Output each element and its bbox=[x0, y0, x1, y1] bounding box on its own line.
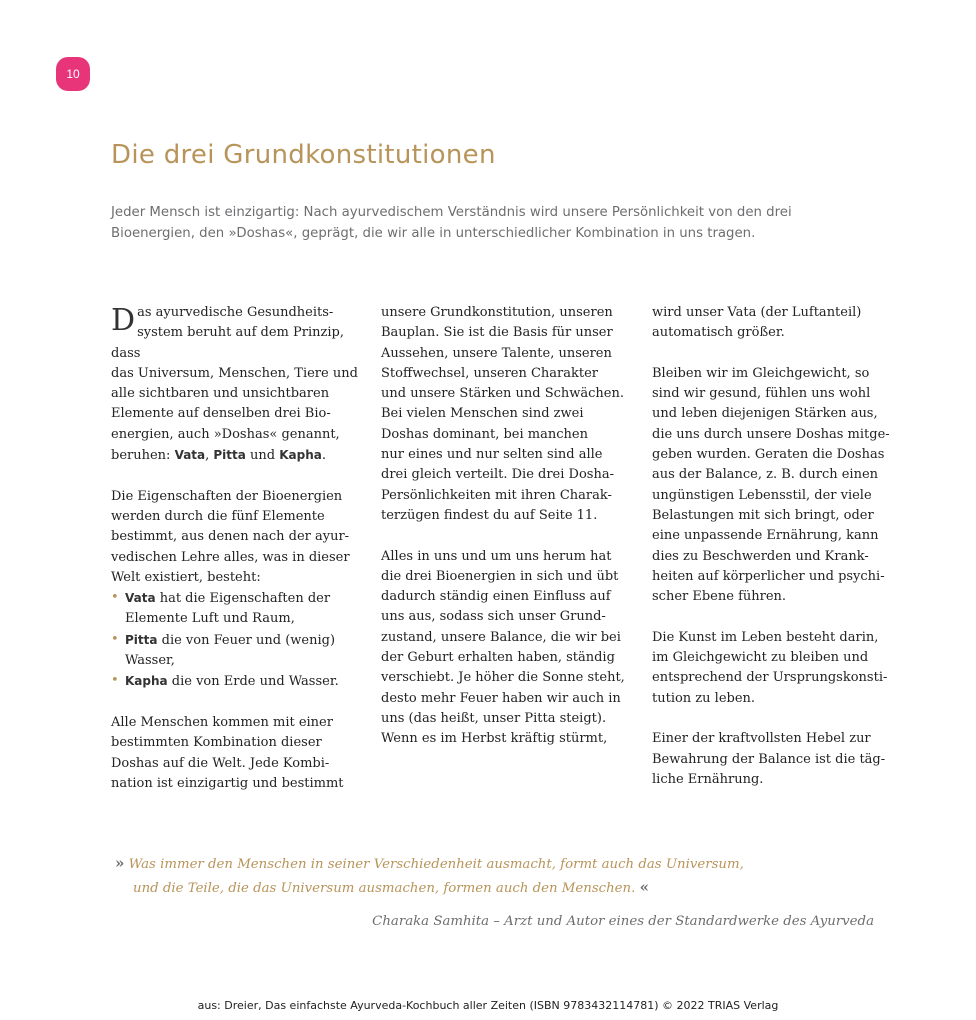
page-title: Die drei Grundkonstitutionen bbox=[111, 140, 496, 170]
text-line: Doshas auf die Welt. Jede Kombi- bbox=[111, 755, 330, 771]
text-line: Die Eigenschaften der Bioenergien bbox=[111, 488, 343, 504]
text-line: nation ist einzigartig und bestimmt bbox=[111, 775, 344, 791]
text-line: Stoffwechsel, unseren Charakter bbox=[381, 365, 599, 381]
intro-line: Jeder Mensch ist einzigartig: Nach ayurvedischem Verständnis wird unsere Persönlichkeit von den drei bbox=[111, 205, 792, 220]
pull-quote bbox=[115, 852, 835, 900]
list-item bbox=[111, 630, 371, 672]
bullet-icon: • bbox=[111, 673, 119, 689]
term-kapha: Kapha bbox=[125, 674, 168, 689]
bullet-icon: • bbox=[111, 631, 119, 647]
text-line: Wenn es im Herbst kräftig stürmt, bbox=[381, 731, 608, 747]
text-line: wird unser Vata (der Luftanteil) bbox=[652, 305, 862, 320]
text-line: sind wir gesund, fühlen uns wohl bbox=[652, 386, 871, 402]
term-pitta: Pitta bbox=[125, 632, 158, 647]
paragraph bbox=[111, 713, 371, 794]
quote-line: und die Teile, die das Universum ausmachen, formen auch den Menschen. bbox=[133, 881, 636, 896]
text-line: Einer der kraftvollsten Hebel zur bbox=[652, 731, 871, 747]
text-line: desto mehr Feuer haben wir auch in bbox=[381, 690, 621, 706]
paragraph bbox=[381, 303, 641, 526]
text-line: geben wurden. Geraten die Doshas bbox=[652, 447, 885, 463]
text-line: automatisch größer. bbox=[652, 325, 785, 341]
paragraph bbox=[652, 303, 912, 344]
text-line: Bei vielen Menschen sind zwei bbox=[381, 406, 584, 422]
drop-cap: D bbox=[111, 303, 136, 338]
text-fragment: die von Feuer und (wenig) bbox=[157, 632, 336, 648]
column-1 bbox=[111, 303, 371, 814]
text-line: Aussehen, unsere Talente, unseren bbox=[381, 345, 612, 361]
text-line: alle sichtbaren und unsichtbaren bbox=[111, 386, 330, 402]
term-kapha: Kapha bbox=[279, 448, 322, 463]
quote-line: Was immer den Menschen in seiner Verschiedenheit ausmacht, formt auch das Universum, bbox=[128, 857, 744, 872]
text-line: Doshas dominant, bei manchen bbox=[381, 426, 588, 442]
text-line: Die Kunst im Leben besteht darin, bbox=[652, 629, 879, 645]
text-fragment: hat die Eigenschaften der bbox=[155, 591, 331, 607]
text-line: energien, auch »Doshas« genannt, bbox=[111, 426, 340, 442]
page-number: 10 bbox=[66, 67, 80, 81]
text-line: der Geburt erhalten haben, ständig bbox=[381, 650, 615, 666]
text-line: bestimmten Kombination dieser bbox=[111, 735, 322, 751]
quote-close-mark: « bbox=[639, 878, 649, 896]
term-pitta: Pitta bbox=[213, 448, 246, 463]
text-line: werden durch die fünf Elemente bbox=[111, 508, 325, 524]
text-line: Alles in uns und um uns herum hat bbox=[381, 548, 612, 564]
text-line: tution zu leben. bbox=[652, 690, 756, 706]
term-vata: Vata bbox=[125, 591, 156, 606]
text-line: Persönlichkeiten mit ihren Charak- bbox=[381, 487, 612, 503]
text-fragment: und bbox=[245, 448, 280, 464]
quote-open-mark: » bbox=[115, 854, 125, 872]
paragraph bbox=[652, 628, 912, 709]
bullet-icon: • bbox=[111, 590, 119, 606]
text-line: zustand, unsere Balance, die wir bei bbox=[381, 629, 621, 645]
list-item bbox=[111, 671, 371, 692]
text-line: die drei Bioenergien in sich und übt bbox=[381, 568, 619, 584]
text-line: uns aus, sodass sich unser Grund- bbox=[381, 609, 606, 625]
text-line: bestimmt, aus denen nach der ayur- bbox=[111, 529, 350, 545]
text-line: system beruht auf dem Prinzip, dass bbox=[111, 325, 344, 361]
element-list bbox=[111, 588, 371, 692]
column-2 bbox=[381, 303, 641, 770]
text-line: Bewahrung der Balance ist die täg- bbox=[652, 751, 886, 767]
text-line: scher Ebene führen. bbox=[652, 589, 787, 605]
text-line: das Universum, Menschen, Tiere und bbox=[111, 365, 358, 381]
text-line: liche Ernährung. bbox=[652, 771, 764, 787]
text-line: unsere Grundkonstitution, unseren bbox=[381, 305, 613, 320]
text-fragment: die von Erde und Wasser. bbox=[167, 674, 339, 690]
text-line: und unsere Stärken und Schwächen. bbox=[381, 386, 625, 402]
text-line: vedischen Lehre alles, was in dieser bbox=[111, 549, 350, 565]
text-line: beruhen: bbox=[111, 448, 175, 464]
text-line: aus der Balance, z. B. durch einen bbox=[652, 467, 879, 483]
text-line: terzügen findest du auf Seite 11. bbox=[381, 507, 598, 523]
paragraph bbox=[652, 729, 912, 790]
quote-attribution: Charaka Samhita – Arzt und Autor eines der Standardwerke des Ayurveda bbox=[372, 914, 874, 929]
paragraph bbox=[111, 487, 371, 588]
term-vata: Vata bbox=[174, 448, 206, 463]
text-line: as ayurvedische Gesundheits- bbox=[137, 305, 334, 320]
text-line: nur eines und nur selten sind alle bbox=[381, 447, 603, 463]
text-line: dies zu Beschwerden und Krank- bbox=[652, 548, 869, 564]
column-3 bbox=[652, 303, 912, 810]
text-fragment: . bbox=[321, 448, 326, 464]
page-number-badge bbox=[56, 57, 90, 91]
text-line: verschiebt. Je höher die Sonne steht, bbox=[381, 670, 625, 686]
text-fragment: , bbox=[205, 448, 214, 464]
text-line: Belastungen mit sich bringt, oder bbox=[652, 507, 874, 523]
text-line: heiten auf körperlicher und psychi- bbox=[652, 568, 885, 584]
list-item bbox=[111, 588, 371, 630]
text-line: ungünstigen Lebensstil, der viele bbox=[652, 487, 872, 503]
paragraph bbox=[652, 364, 912, 608]
footer-credit: aus: Dreier, Das einfachste Ayurveda-Kochbuch aller Zeiten (ISBN 9783432114781) © 2022 TRIAS Verlag bbox=[197, 999, 779, 1012]
text-line: drei gleich verteilt. Die drei Dosha- bbox=[381, 467, 614, 483]
text-line: Elemente Luft und Raum, bbox=[125, 611, 295, 627]
text-line: Elemente auf denselben drei Bio- bbox=[111, 406, 331, 422]
intro-line: Bioenergien, den »Doshas«, geprägt, die wir alle in unterschiedlicher Kombination in uns tragen. bbox=[111, 226, 756, 241]
text-line: dadurch ständig einen Einfluss auf bbox=[381, 589, 611, 605]
text-line: Alle Menschen kommen mit einer bbox=[111, 714, 333, 730]
text-line: und leben diejenigen Stärken aus, bbox=[652, 406, 878, 422]
text-line: im Gleichgewicht zu bleiben und bbox=[652, 650, 869, 666]
text-line: Welt existiert, besteht: bbox=[111, 569, 261, 585]
text-line: eine unpassende Ernährung, kann bbox=[652, 528, 879, 544]
text-line: die uns durch unsere Doshas mitge- bbox=[652, 426, 890, 442]
paragraph bbox=[111, 303, 371, 466]
text-line: Wasser, bbox=[125, 653, 175, 669]
paragraph bbox=[381, 547, 641, 750]
text-line: Bauplan. Sie ist die Basis für unser bbox=[381, 325, 613, 341]
text-line: entsprechend der Ursprungskonsti- bbox=[652, 670, 888, 686]
intro-text bbox=[111, 202, 851, 244]
text-line: Bleiben wir im Gleichgewicht, so bbox=[652, 365, 870, 381]
text-line: uns (das heißt, unser Pitta steigt). bbox=[381, 710, 607, 726]
